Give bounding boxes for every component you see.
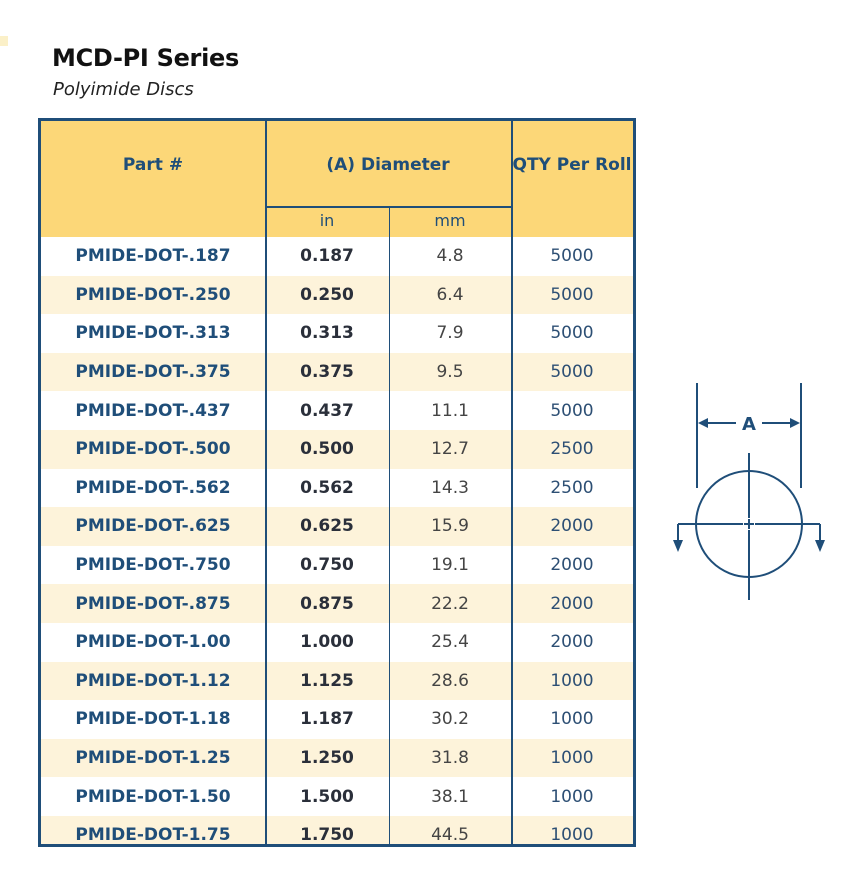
col-header-mm: mm: [434, 211, 466, 230]
diameter-mm-cell: 44.5: [431, 825, 469, 846]
qty-cell: 5000: [550, 284, 594, 305]
part-number-cell: PMIDE-DOT-.187: [75, 246, 231, 267]
arrow-down-icon: [815, 540, 825, 552]
diameter-in-cell: 1.125: [300, 670, 354, 691]
qty-cell: 1000: [550, 748, 594, 769]
table-body: [41, 237, 633, 847]
col-header-part: Part #: [122, 155, 184, 175]
table-row: [41, 739, 633, 778]
qty-cell: 2500: [550, 439, 594, 460]
diameter-mm-cell: 38.1: [431, 786, 469, 807]
diameter-in-cell: 0.437: [300, 400, 354, 421]
diameter-in-cell: 0.187: [300, 246, 354, 267]
table-row: [41, 623, 633, 662]
part-number-cell: PMIDE-DOT-.875: [75, 593, 231, 614]
part-number-cell: PMIDE-DOT-1.50: [75, 786, 231, 807]
diameter-mm-cell: 31.8: [431, 748, 469, 769]
table-row: [41, 353, 633, 392]
diameter-in-cell: 0.625: [300, 516, 354, 537]
part-number-cell: PMIDE-DOT-.250: [75, 284, 231, 305]
diameter-mm-cell: 11.1: [431, 400, 469, 421]
col-header-in: in: [319, 211, 335, 230]
diameter-in-cell: 1.187: [300, 709, 354, 730]
column-divider: [265, 121, 267, 844]
part-number-cell: PMIDE-DOT-1.00: [75, 632, 231, 653]
column-divider: [389, 206, 390, 844]
page-subtitle: Polyimide Discs: [53, 79, 194, 100]
col-header-diameter: (A) Diameter: [326, 155, 450, 175]
table-row: [41, 276, 633, 315]
spec-table: [38, 118, 636, 847]
diameter-in-cell: 0.500: [300, 439, 354, 460]
part-number-cell: PMIDE-DOT-1.75: [75, 825, 231, 846]
part-number-cell: PMIDE-DOT-.313: [75, 323, 231, 344]
table-row: [41, 237, 633, 276]
diameter-in-cell: 0.875: [300, 593, 354, 614]
diameter-mm-cell: 6.4: [436, 284, 464, 305]
arrow-down-icon: [673, 540, 683, 552]
part-number-cell: PMIDE-DOT-1.25: [75, 748, 231, 769]
table-row: [41, 430, 633, 469]
part-number-cell: PMIDE-DOT-.437: [75, 400, 231, 421]
diameter-mm-cell: 25.4: [431, 632, 469, 653]
table-row: [41, 314, 633, 353]
qty-cell: 5000: [550, 400, 594, 421]
diameter-mm-cell: 14.3: [431, 477, 469, 498]
disc-diagram: [664, 378, 836, 608]
qty-cell: 5000: [550, 362, 594, 383]
diameter-in-cell: 1.000: [300, 632, 354, 653]
diameter-mm-cell: 22.2: [431, 593, 469, 614]
table-row: [41, 391, 633, 430]
diameter-in-cell: 0.313: [300, 323, 354, 344]
table-row: [41, 584, 633, 623]
qty-cell: 2000: [550, 593, 594, 614]
header-divider: [265, 206, 511, 208]
qty-cell: 2000: [550, 555, 594, 576]
diameter-in-cell: 0.250: [300, 284, 354, 305]
corner-mark: [0, 36, 8, 46]
qty-cell: 1000: [550, 825, 594, 846]
part-number-cell: PMIDE-DOT-.500: [75, 439, 231, 460]
diameter-mm-cell: 28.6: [431, 670, 469, 691]
table-row: [41, 546, 633, 585]
diameter-mm-cell: 4.8: [436, 246, 464, 267]
part-number-cell: PMIDE-DOT-.625: [75, 516, 231, 537]
diameter-mm-cell: 19.1: [431, 555, 469, 576]
diameter-mm-cell: 9.5: [436, 362, 464, 383]
page-title: MCD-PI Series: [52, 44, 239, 72]
diameter-mm-cell: 12.7: [431, 439, 469, 460]
table-row: [41, 700, 633, 739]
part-number-cell: PMIDE-DOT-.562: [75, 477, 231, 498]
part-number-cell: PMIDE-DOT-.375: [75, 362, 231, 383]
arrow-right-icon: [790, 418, 800, 428]
diameter-in-cell: 1.250: [300, 748, 354, 769]
part-number-cell: PMIDE-DOT-1.12: [75, 670, 231, 691]
qty-cell: 2000: [550, 632, 594, 653]
table-row: [41, 777, 633, 816]
table-row: [41, 816, 633, 847]
qty-cell: 2500: [550, 477, 594, 498]
qty-cell: 1000: [550, 709, 594, 730]
diameter-mm-cell: 7.9: [436, 323, 464, 344]
diameter-in-cell: 1.500: [300, 786, 354, 807]
diameter-in-cell: 0.562: [300, 477, 354, 498]
part-number-cell: PMIDE-DOT-1.18: [75, 709, 231, 730]
qty-cell: 1000: [550, 786, 594, 807]
part-number-cell: PMIDE-DOT-.750: [75, 555, 231, 576]
column-divider: [511, 121, 513, 844]
diameter-in-cell: 0.375: [300, 362, 354, 383]
table-row: [41, 507, 633, 546]
arrow-left-icon: [698, 418, 708, 428]
table-row: [41, 662, 633, 701]
diameter-mm-cell: 15.9: [431, 516, 469, 537]
table-row: [41, 469, 633, 508]
qty-cell: 5000: [550, 323, 594, 344]
diameter-in-cell: 0.750: [300, 555, 354, 576]
diameter-mm-cell: 30.2: [431, 709, 469, 730]
col-header-qty: QTY Per Roll: [512, 155, 632, 175]
qty-cell: 2000: [550, 516, 594, 537]
qty-cell: 5000: [550, 246, 594, 267]
diameter-in-cell: 1.750: [300, 825, 354, 846]
dimension-label: A: [742, 414, 756, 435]
qty-cell: 1000: [550, 670, 594, 691]
